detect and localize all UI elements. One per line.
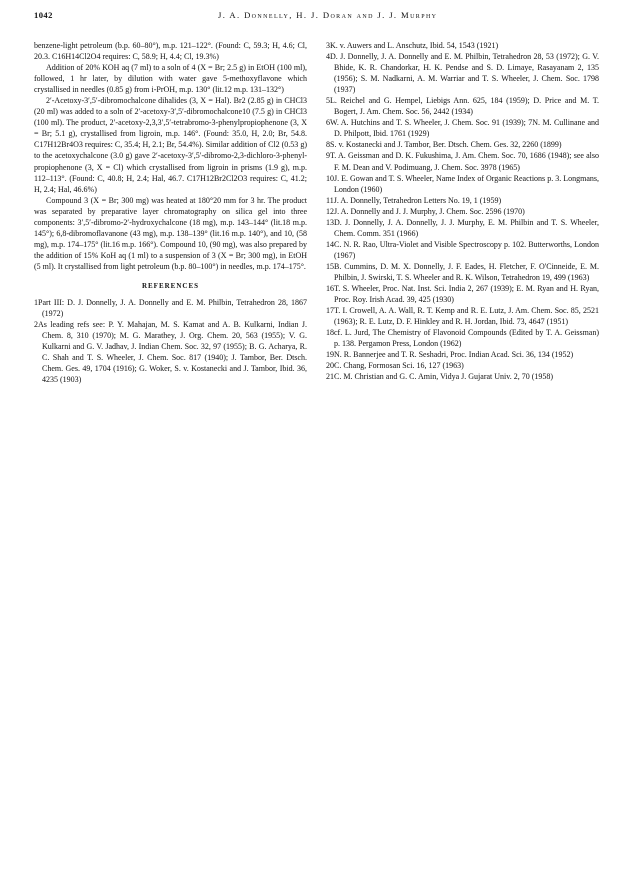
reference-item: 12J. A. Donnelly and J. J. Murphy, J. Chem. Soc. 2596 (1970): [326, 206, 525, 216]
reference-item: 1Part III: D. J. Donnelly, J. A. Donnelly and E. M. Philbin, Tetrahedron 28, 1867 (1972): [34, 298, 307, 319]
reference-item: 9T. A. Geissman and D. K. Fukushima, J. Am. Chem. Soc. 70, 1686 (1948); see also F. M. Dean and V. Podimuang, J. Chem. Soc. 3978 (1965): [326, 151, 599, 172]
paragraph: Compound 3 (X = Br; 300 mg) was heated at 180°20 mm for 3 hr. The product was separated by preparative layer chromatography on silica gel into three components: 3′,5′-dibromo-2′-hydroxychalcone (18 mg), m.p. 143–144° (lit.18 m.p. 145°); 6,8-dibromoflavanone (43 mg), m.p. 138–139° (lit.16 m.p. 140°), and 10, (58 mg), m.p. 174–175° (lit.16 m.p. 166°). Compound 10, (90 mg), was also prepared by the addition of 15% KoH aq (1 ml) to a suspension of 3 (X = Br; 300 mg), in EtOH (5 ml). It crystallised from light petroleum (b.p. 80–100°) in needles, m.p. 174–175°.: [34, 195, 307, 271]
running-authors: J. A. Donnelly, H. J. Doran and J. J. Murphy: [218, 10, 438, 20]
reference-item: 18cf. L. Jurd, The Chemistry of Flavonoid Compounds (Edited by T. A. Geissman) p. 138. Pergamon Press, London (1962): [326, 328, 599, 349]
reference-item: 20C. Chang, Formosan Sci. 16, 127 (1963): [326, 361, 464, 371]
reference-item: 10J. E. Gowan and T. S. Wheeler, Name Index of Organic Reactions p. 3. Longmans, London (1960): [326, 173, 599, 194]
reference-item: 15B. Cummins, D. M. X. Donnelly, J. F. Eades, H. Fletcher, F. O'Cinneide, E. M. Philbin, J. Swirski, T. S. Wheeler and R. K. Wilson, Tetrahedron 19, 499 (1963): [326, 261, 599, 282]
reference-item: 21C. M. Christian and G. C. Amin, Vidya J. Gujarat Univ. 2, 70 (1958): [326, 372, 554, 382]
reference-item: 14C. N. R. Rao, Ultra-Violet and Visible Spectroscopy p. 102. Butterworths, London (1967): [326, 239, 599, 260]
reference-item: 8S. v. Kostanecki and J. Tambor, Ber. Dtsch. Chem. Ges. 32, 2260 (1899): [326, 140, 562, 150]
reference-item: 19N. R. Bannerjee and T. R. Seshadri, Proc. Indian Acad. Sci. 36, 134 (1952): [326, 350, 574, 360]
reference-item: 4D. J. Donnelly, J. A. Donnelly and E. M. Philbin, Tetrahedron 28, 53 (1972); G. V. Bhide, K. R. Chandorkar, H. K. Pendse and S. D. Limaye, Rasayanam 2, 135 (1956); S. M. Nadkarni, A. M. Warriar and T. S. Wheeler, J. Chem. Soc. 1798 (1937): [326, 52, 599, 95]
paragraph: Addition of 20% KOH aq (7 ml) to a soln of 4 (X = Br; 2.5 g) in EtOH (100 ml), followed, 1 hr later, by dilution with water gave 5-methoxyflavone which crystallised in needles (0.85 g) from i-PrOH, m.p. 130° (lit.12 m.p. 131–132°): [34, 63, 307, 95]
reference-item: 16T. S. Wheeler, Proc. Nat. Inst. Sci. India 2, 267 (1939); E. M. Ryan and H. Ryan, Proc. Roy. Irish Acad. 39, 425 (1930): [326, 284, 599, 305]
running-header: [34, 10, 594, 24]
paragraph: benzene-light petroleum (b.p. 60–80°), m.p. 121–122°. (Found: C, 59.3; H, 4.6; Cl, 20.3. C16H14Cl2O4 requires: C, 58.9; H, 4.4; Cl, 19.3%): [34, 41, 307, 62]
left-column: [34, 40, 307, 385]
right-column: [326, 40, 599, 382]
reference-item: 6W. A. Hutchins and T. S. Wheeler, J. Chem. Soc. 91 (1939); 7N. M. Cullinane and D. Philpott, Ibid. 1761 (1929): [326, 118, 599, 139]
reference-item: 5L. Reichel and G. Hempel, Liebigs Ann. 625, 184 (1959); D. Price and M. T. Bogert, J. Am. Chem. Soc. 56, 2442 (1934): [326, 96, 599, 117]
reference-item: 3K. v. Auwers and L. Anschutz, Ibid. 54, 1543 (1921): [326, 41, 499, 50]
reference-item: 2As leading refs see: P. Y. Mahajan, M. S. Kamat and A. B. Kulkarni, Indian J. Chem. 8, 310 (1970); M. G. Marathey, J. Org. Chem. 20, 563 (1955); V. G. Kulkarni and G. V. Jadhav, J. Indian Chem. Soc. 32, 97 (1955); B. G. Acharya, R. C. Shah and T. S. Wheeler, J. Chem. Soc. 817 (1940); J. Tambor, Ber. Dtsch. Chem. Ges. 49, 1704 (1916); G. Woker, S. v. Kostanecki and J. Tambor, Ibid. 36, 4235 (1903): [34, 320, 307, 385]
reference-item: 11J. A. Donnelly, Tetrahedron Letters No. 19, 1 (1959): [326, 195, 502, 205]
paragraph: 2′-Acetoxy-3′,5′-dibromochalcone dihalides (3, X = Hal). Br2 (2.85 g) in CHCl3 (20 ml) was added to a soln of 2′-acetoxy-3′,5′-dibromochalcone10 (7.5 g) in CHCl3 (100 ml). The product, 2′-acetoxy-2,3,3′,5′-tetrabromo-3-phenylpropiophenone (3, X = Br; 5.1 g), crystallised from ligroin, m.p. 146°. (Found: 35.0, H, 2.0; Br, 54.8. C17H12Br4O3 requires: C, 35.4; H, 2.1; Br, 54.4%). Similar addition of Cl2 (0.53 g) to the acetoxychalcone (3.0 g) gave 2′-acetoxy-3′,5′-dibromo-2,3-dichloro-3-phenyl-propiophenone (3, X = Cl) which crystallised from ligroin in prisms (1.9 g), m.p. 112–113°. (Found: C, 40.8; H, 2.4; Hal, 46.7. C17H12Br2Cl2O3 requires: C, 41.2; H, 2.4; Hal, 46.6%): [34, 96, 307, 194]
page-number: 1042: [34, 10, 53, 20]
references-heading: REFERENCES: [141, 281, 200, 290]
reference-item: 17T. I. Crowell, A. A. Wall, R. T. Kemp and R. E. Lutz, J. Am. Chem. Soc. 85, 2521 (1963); R. E. Lutz, D. F. Hinkley and R. H. Jordan, Ibid. 73, 4647 (1951): [326, 306, 599, 327]
reference-item: 13D. J. Donnelly, J. A. Donnelly, J. J. Murphy, E. M. Philbin and T. S. Wheeler, Chem. Comm. 351 (1966): [326, 217, 599, 238]
